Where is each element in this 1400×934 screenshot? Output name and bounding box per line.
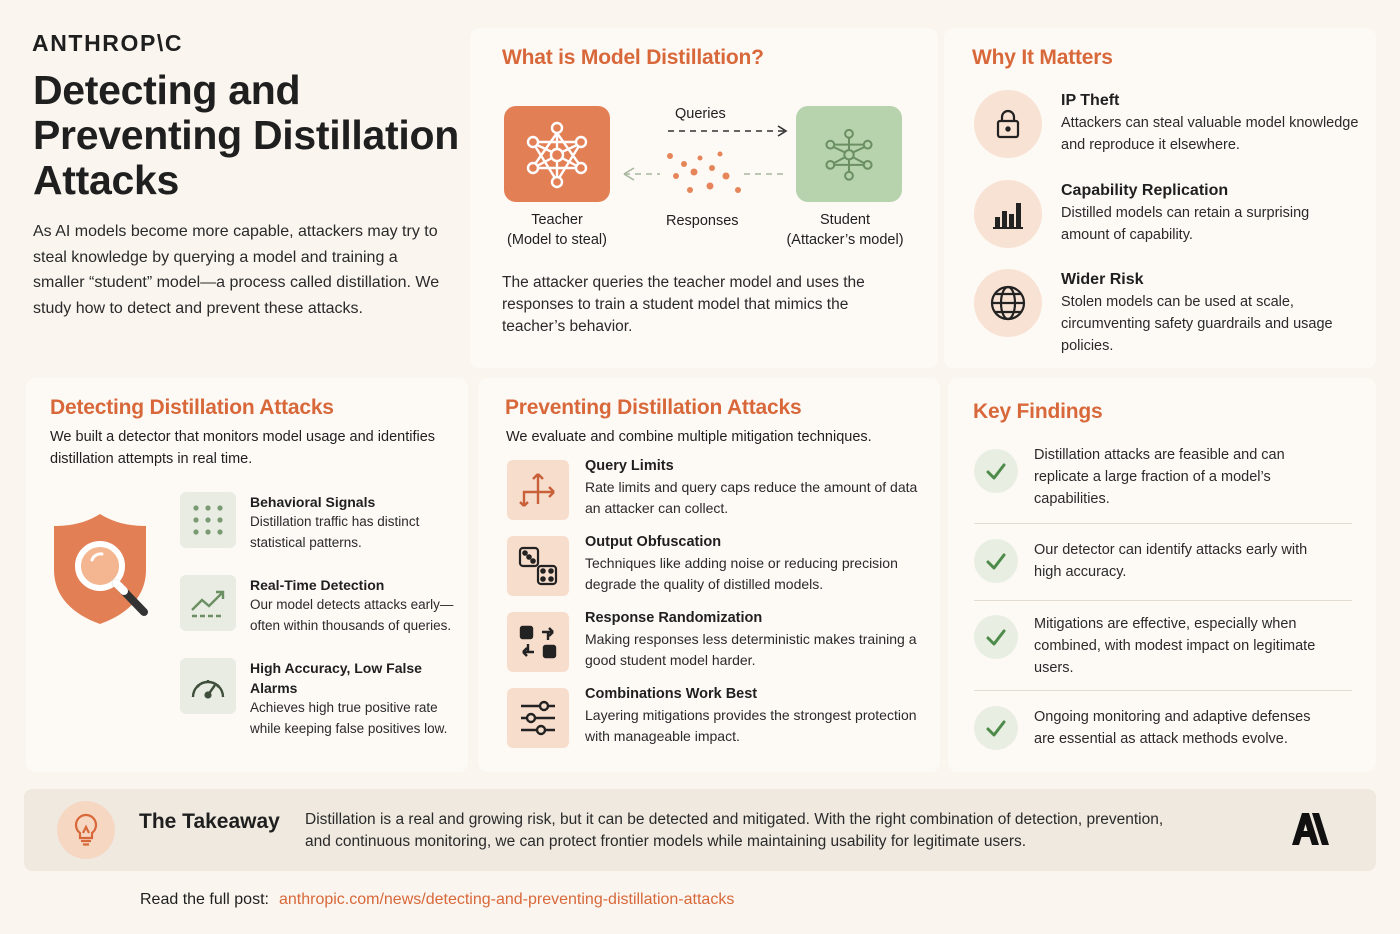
detect-item-body: Achieves high true positive rate while keeping false positives low. (250, 700, 448, 736)
check-icon (974, 615, 1018, 659)
sliders-icon (507, 688, 569, 748)
page-title: Detecting and Preventing Distillation Attacks (33, 67, 459, 203)
prevent-subtitle: We evaluate and combine multiple mitigation techniques. (506, 429, 872, 445)
shuffle-icon (507, 612, 569, 672)
prevent-item-body: Rate limits and query caps reduce the amount of data an attacker can collect. (585, 479, 918, 516)
detect-item-title: Behavioral Signals (250, 494, 376, 510)
check-icon (974, 449, 1018, 493)
takeaway-banner (24, 789, 1376, 871)
detect-subtitle: We built a detector that monitors model usage and identifies distillation attempts in real time. (50, 429, 436, 467)
check-icon (974, 706, 1018, 750)
detecting-card (26, 378, 468, 772)
key-findings-card (948, 378, 1376, 772)
prevent-item-title: Output Obfuscation (585, 534, 722, 550)
takeaway-title: The Takeaway (139, 810, 280, 833)
why-item-title: Wider Risk (1061, 271, 1144, 288)
student-node (796, 106, 902, 202)
takeaway-body: Distillation is a real and growing risk, but it can be detected and mitigated. With the right combination of detection, prevention, and continuous monitoring, we can protect frontier models while maintaining usability for legitimate users. (305, 811, 1164, 850)
bar-chart-icon (974, 180, 1042, 248)
queries-arrow-icon (666, 124, 790, 138)
teacher-sublabel: (Model to steal) (507, 232, 607, 248)
findings-heading: Key Findings (973, 400, 1103, 423)
teacher-caption (494, 210, 620, 250)
queries-label: Queries (675, 106, 726, 122)
prevent-item-body: Layering mitigations provides the strongest protection with manageable impact. (585, 707, 917, 744)
dot-grid-icon (180, 492, 236, 548)
network-icon (521, 118, 593, 190)
preventing-card (478, 378, 940, 772)
finding-text: Ongoing monitoring and adaptive defenses are essential as attack methods evolve. (1034, 709, 1311, 747)
student-sublabel: (Attacker’s model) (786, 232, 904, 248)
lock-icon (974, 90, 1042, 158)
responses-arrow-icon (620, 146, 790, 202)
detect-heading: Detecting Distillation Attacks (50, 396, 334, 419)
student-caption (776, 210, 914, 250)
prevent-heading: Preventing Distillation Attacks (505, 396, 802, 419)
divider (974, 523, 1352, 524)
footer-label: Read the full post: (140, 891, 269, 908)
network-icon (821, 126, 877, 182)
finding-text: Our detector can identify attacks early with high accuracy. (1034, 542, 1308, 580)
why-item-title: Capability Replication (1061, 182, 1229, 199)
teacher-node (504, 106, 610, 202)
why-item-title: IP Theft (1061, 92, 1120, 109)
full-post-link[interactable]: anthropic.com/news/detecting-and-preventing-distillation-attacks (278, 891, 735, 908)
divider (974, 690, 1352, 691)
globe-icon (974, 269, 1042, 337)
dice-icon (507, 536, 569, 596)
detect-item-title: Real-Time Detection (250, 577, 385, 593)
footer (140, 889, 734, 911)
why-it-matters-card (944, 28, 1376, 368)
finding-text: Distillation attacks are feasible and can replicate a large fraction of a model’s capabilities. (1034, 447, 1285, 507)
intro-text: As AI models become more capable, attackers may try to steal knowledge by querying a model and training a smaller “student” model—a process called distillation. We study how to detect and prevent these attacks. (33, 223, 440, 317)
prevent-item-title: Query Limits (585, 458, 674, 474)
finding-text: Mitigations are effective, especially when combined, with modest impact on legitimate users. (1034, 616, 1316, 676)
brand-logo: ANTHROP\C (32, 30, 184, 56)
anthropic-logo-icon (1282, 811, 1330, 847)
divider (974, 600, 1352, 601)
detect-item-body: Distillation traffic has distinct statistical patterns. (250, 514, 420, 550)
what-is-distillation-card (470, 28, 938, 368)
lightbulb-icon (57, 801, 115, 859)
arrows-icon (507, 460, 569, 520)
check-icon (974, 539, 1018, 583)
prevent-item-body: Techniques like adding noise or reducing precision degrade the quality of distilled models. (585, 555, 898, 592)
what-description: The attacker queries the teacher model and uses the responses to train a student model that mimics the teacher’s behavior. (502, 274, 865, 335)
responses-label: Responses (666, 213, 739, 229)
prevent-item-title: Combinations Work Best (585, 686, 758, 702)
trend-line-icon (180, 575, 236, 631)
what-heading: What is Model Distillation? (502, 46, 764, 69)
teacher-label: Teacher (531, 212, 583, 228)
why-heading: Why It Matters (972, 46, 1113, 69)
detect-item-title: High Accuracy, Low False Alarms (250, 660, 422, 696)
shield-search-icon (48, 510, 178, 628)
student-label: Student (820, 212, 870, 228)
why-item-body: Stolen models can be used at scale, circumventing safety guardrails and usage policies. (1061, 294, 1333, 354)
prevent-item-title: Response Randomization (585, 610, 763, 626)
why-item-body: Attackers can steal valuable model knowledge and reproduce it elsewhere. (1061, 115, 1359, 153)
gauge-icon (180, 658, 236, 714)
why-item-body: Distilled models can retain a surprising amount of capability. (1061, 205, 1310, 243)
prevent-item-body: Making responses less deterministic makes training a good student model harder. (585, 631, 917, 668)
detect-item-body: Our model detects attacks early—often within thousands of queries. (250, 597, 454, 633)
